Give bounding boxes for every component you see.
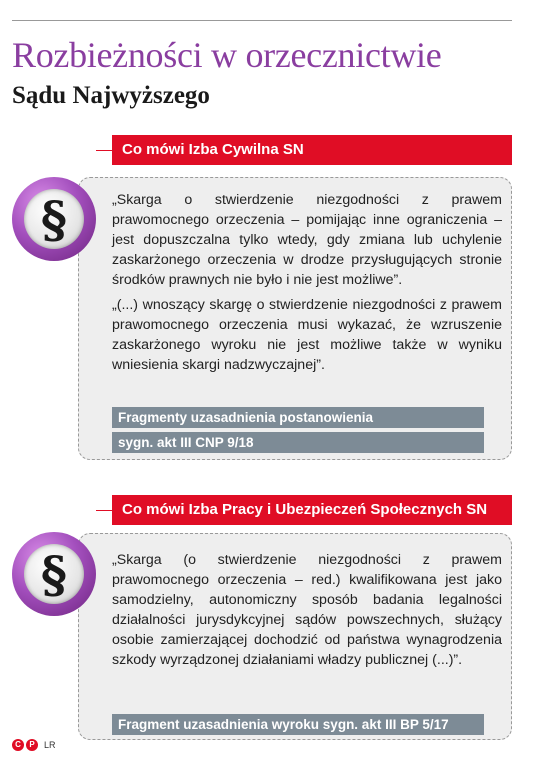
paragraph-sign-icon: [12, 177, 96, 261]
copyright-c-icon: C: [12, 739, 24, 751]
top-rule: [12, 20, 512, 21]
svg-text:§: §: [40, 190, 68, 249]
svg-text:§: §: [40, 545, 68, 604]
page-subtitle: Sądu Najwyższego: [12, 82, 210, 109]
section-labour-chamber: [0, 490, 534, 740]
page-title: Rozbieżności w orzecznictwie: [12, 35, 442, 75]
source-bar: sygn. akt III CNP 9/18: [112, 432, 484, 453]
paragraph-sign-icon: [12, 532, 96, 616]
source-bar: Fragment uzasadnienia wyroku sygn. akt III BP 5/17: [112, 714, 484, 735]
copyright-p-icon: P: [26, 739, 38, 751]
quote-paragraph: „Skarga o stwierdzenie niezgodności z prawem prawomocnego orzeczenia – pomijając inne ograniczenia – jest dopuszczalna tylko wtedy, gdy zmiana lub uchylenie zaskarżonego orzeczenia w drodze przysługujących stronie środków prawnych nie było i nie jest możliwe”.: [112, 192, 502, 288]
section-banner: Co mówi Izba Pracy i Ubezpieczeń Społecznych SN: [112, 495, 512, 525]
publisher-mark: [12, 738, 56, 752]
section-civil-chamber: [0, 135, 534, 465]
quote-paragraph: „Skarga (o stwierdzenie niezgodności z prawem prawomocnego orzeczenia – red.) kwalifikowana jest jako samodzielny, autonomiczny sposób badania legalności działalności jurysdykcyjnej sądów powszechnych, służący osobie zamierzającej dochodzić od państwa wynagrodzenia szkody wyrządzonej działaniami władzy publicznej (...)”.: [112, 552, 502, 668]
source-bar: Fragmenty uzasadnienia postanowienia: [112, 407, 484, 428]
quote-paragraph: „(...) wnoszący skargę o stwierdzenie niezgodności z prawem prawomocnego orzeczenia musi wykazać, że wzruszenie zaskarżonego wyroku nie jest możliwe także w wyniku wniesienia skargi nadzwyczajnej”.: [112, 297, 502, 373]
author-initials: LR: [44, 740, 56, 750]
section-banner: Co mówi Izba Cywilna SN: [112, 135, 512, 165]
